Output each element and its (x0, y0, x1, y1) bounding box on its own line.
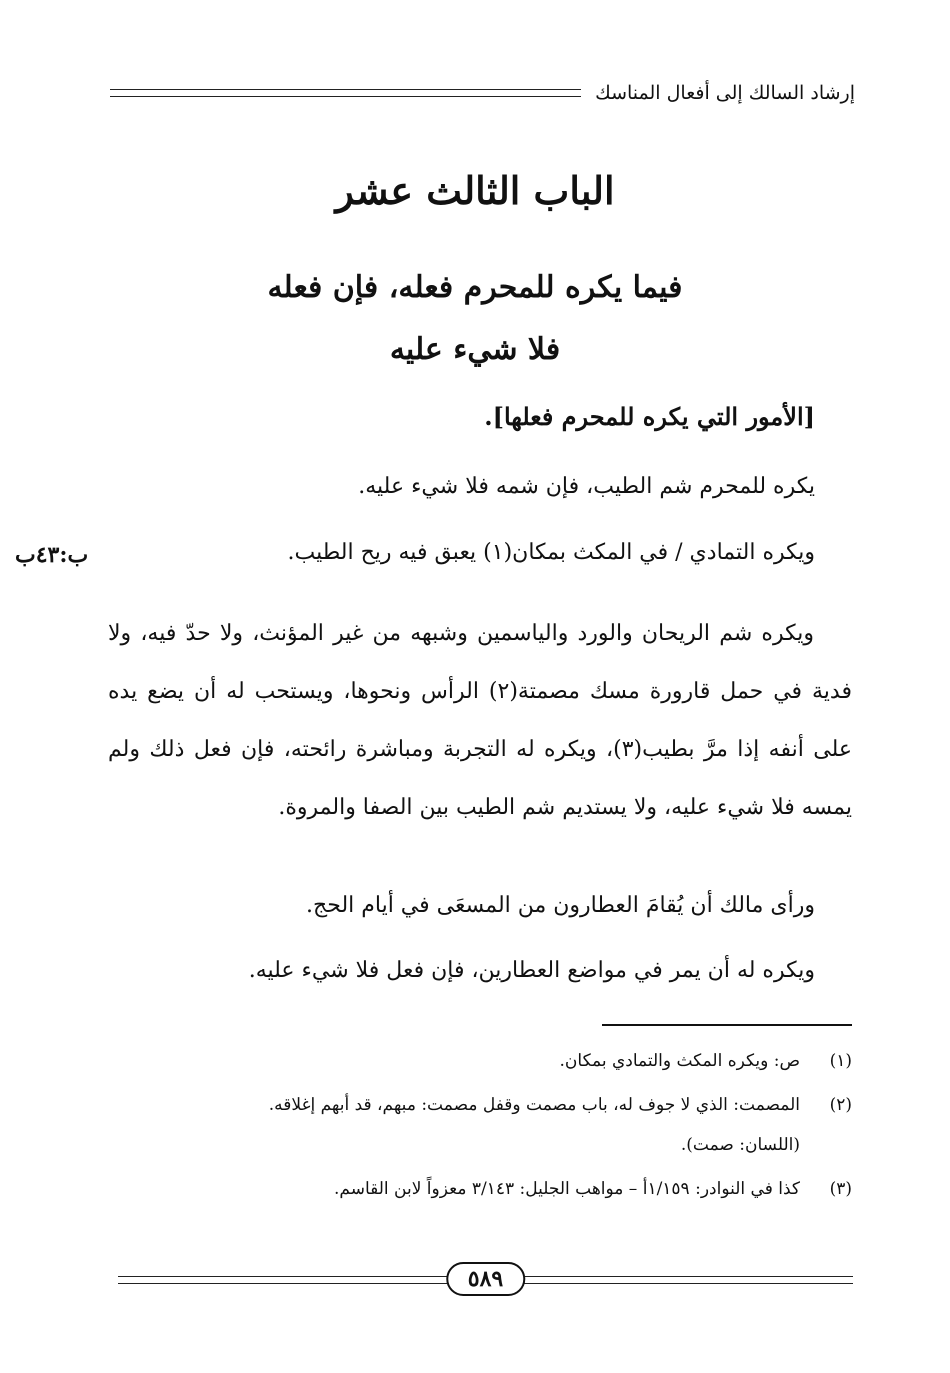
footnote-text (100, 1176, 800, 1202)
chapter-subtitle-line1: فيما يكره للمحرم فعله، فإن فعله (267, 270, 683, 305)
footnote-text-line: ص: ويكره المكث والتمادي بمكان. (559, 1051, 800, 1071)
chapter-subtitle-line2: فلا شيء عليه (389, 332, 561, 367)
page-number: ٥٨٩ (446, 1262, 525, 1296)
footnote-text (100, 1092, 800, 1158)
paragraph-2: ويكره التمادي / في المكث بمكان(١) يعبق فيه ريح الطيب. (287, 540, 815, 565)
manuscript-margin-note: ب:٤٣ب (15, 542, 89, 568)
page-footer (118, 1262, 853, 1302)
footnote-continuation: (اللسان: صمت). (680, 1135, 800, 1155)
footnote-text-line: المصمت: الذي لا جوف له، باب مصمت وقفل مصمت: مبهم، قد أبهم إغلاقه. (268, 1095, 800, 1115)
header-double-rule (110, 89, 581, 97)
paragraph-3: ويكره شم الريحان والورد والياسمين وشبهه من غير المؤنث، ولا حدّ فيه، ولا فدية في حمل قارورة مسك مصمتة(٢) الرأس ونحوها، ويستحب له أن يضع يده على أنفه إذا مرَّ بطيب(٣)، ويكره له التجربة ومباشرة رائحته، فإن فعل ذلك ولم يمسه فلا شيء عليه، ولا يستديم شم الطيب بين الصفا والمروة. (108, 621, 852, 820)
page-header (110, 78, 855, 108)
paragraph-4: ورأى مالك أن يُقامَ العطارون من المسعَى في أيام الحج. (306, 893, 815, 918)
running-title: إرشاد السالك إلى أفعال المناسك (595, 82, 855, 104)
footnote-text (100, 1048, 800, 1074)
footnote-number: (٣) (829, 1179, 852, 1199)
footnotes (100, 1048, 852, 1220)
footnote-2 (100, 1092, 852, 1158)
paragraph-5: ويكره له أن يمر في مواضع العطارين، فإن فعل فلا شيء عليه. (248, 958, 815, 983)
section-heading: [الأمور التي يكره للمحرم فعلها]. (484, 402, 815, 431)
footnote-number: (٢) (829, 1095, 852, 1115)
footnote-number: (١) (829, 1051, 852, 1071)
paragraph-1: يكره للمحرم شم الطيب، فإن شمه فلا شيء عليه. (358, 474, 815, 499)
footnote-3 (100, 1176, 852, 1202)
footnote-1 (100, 1048, 852, 1074)
footnote-separator (602, 1024, 852, 1026)
footnote-text-line: كذا في النوادر: ١/١٥٩أ – مواهب الجليل: ٣/١٤٣ معزواً لابن القاسم. (333, 1179, 800, 1199)
chapter-title: الباب الثالث عشر (335, 168, 615, 213)
